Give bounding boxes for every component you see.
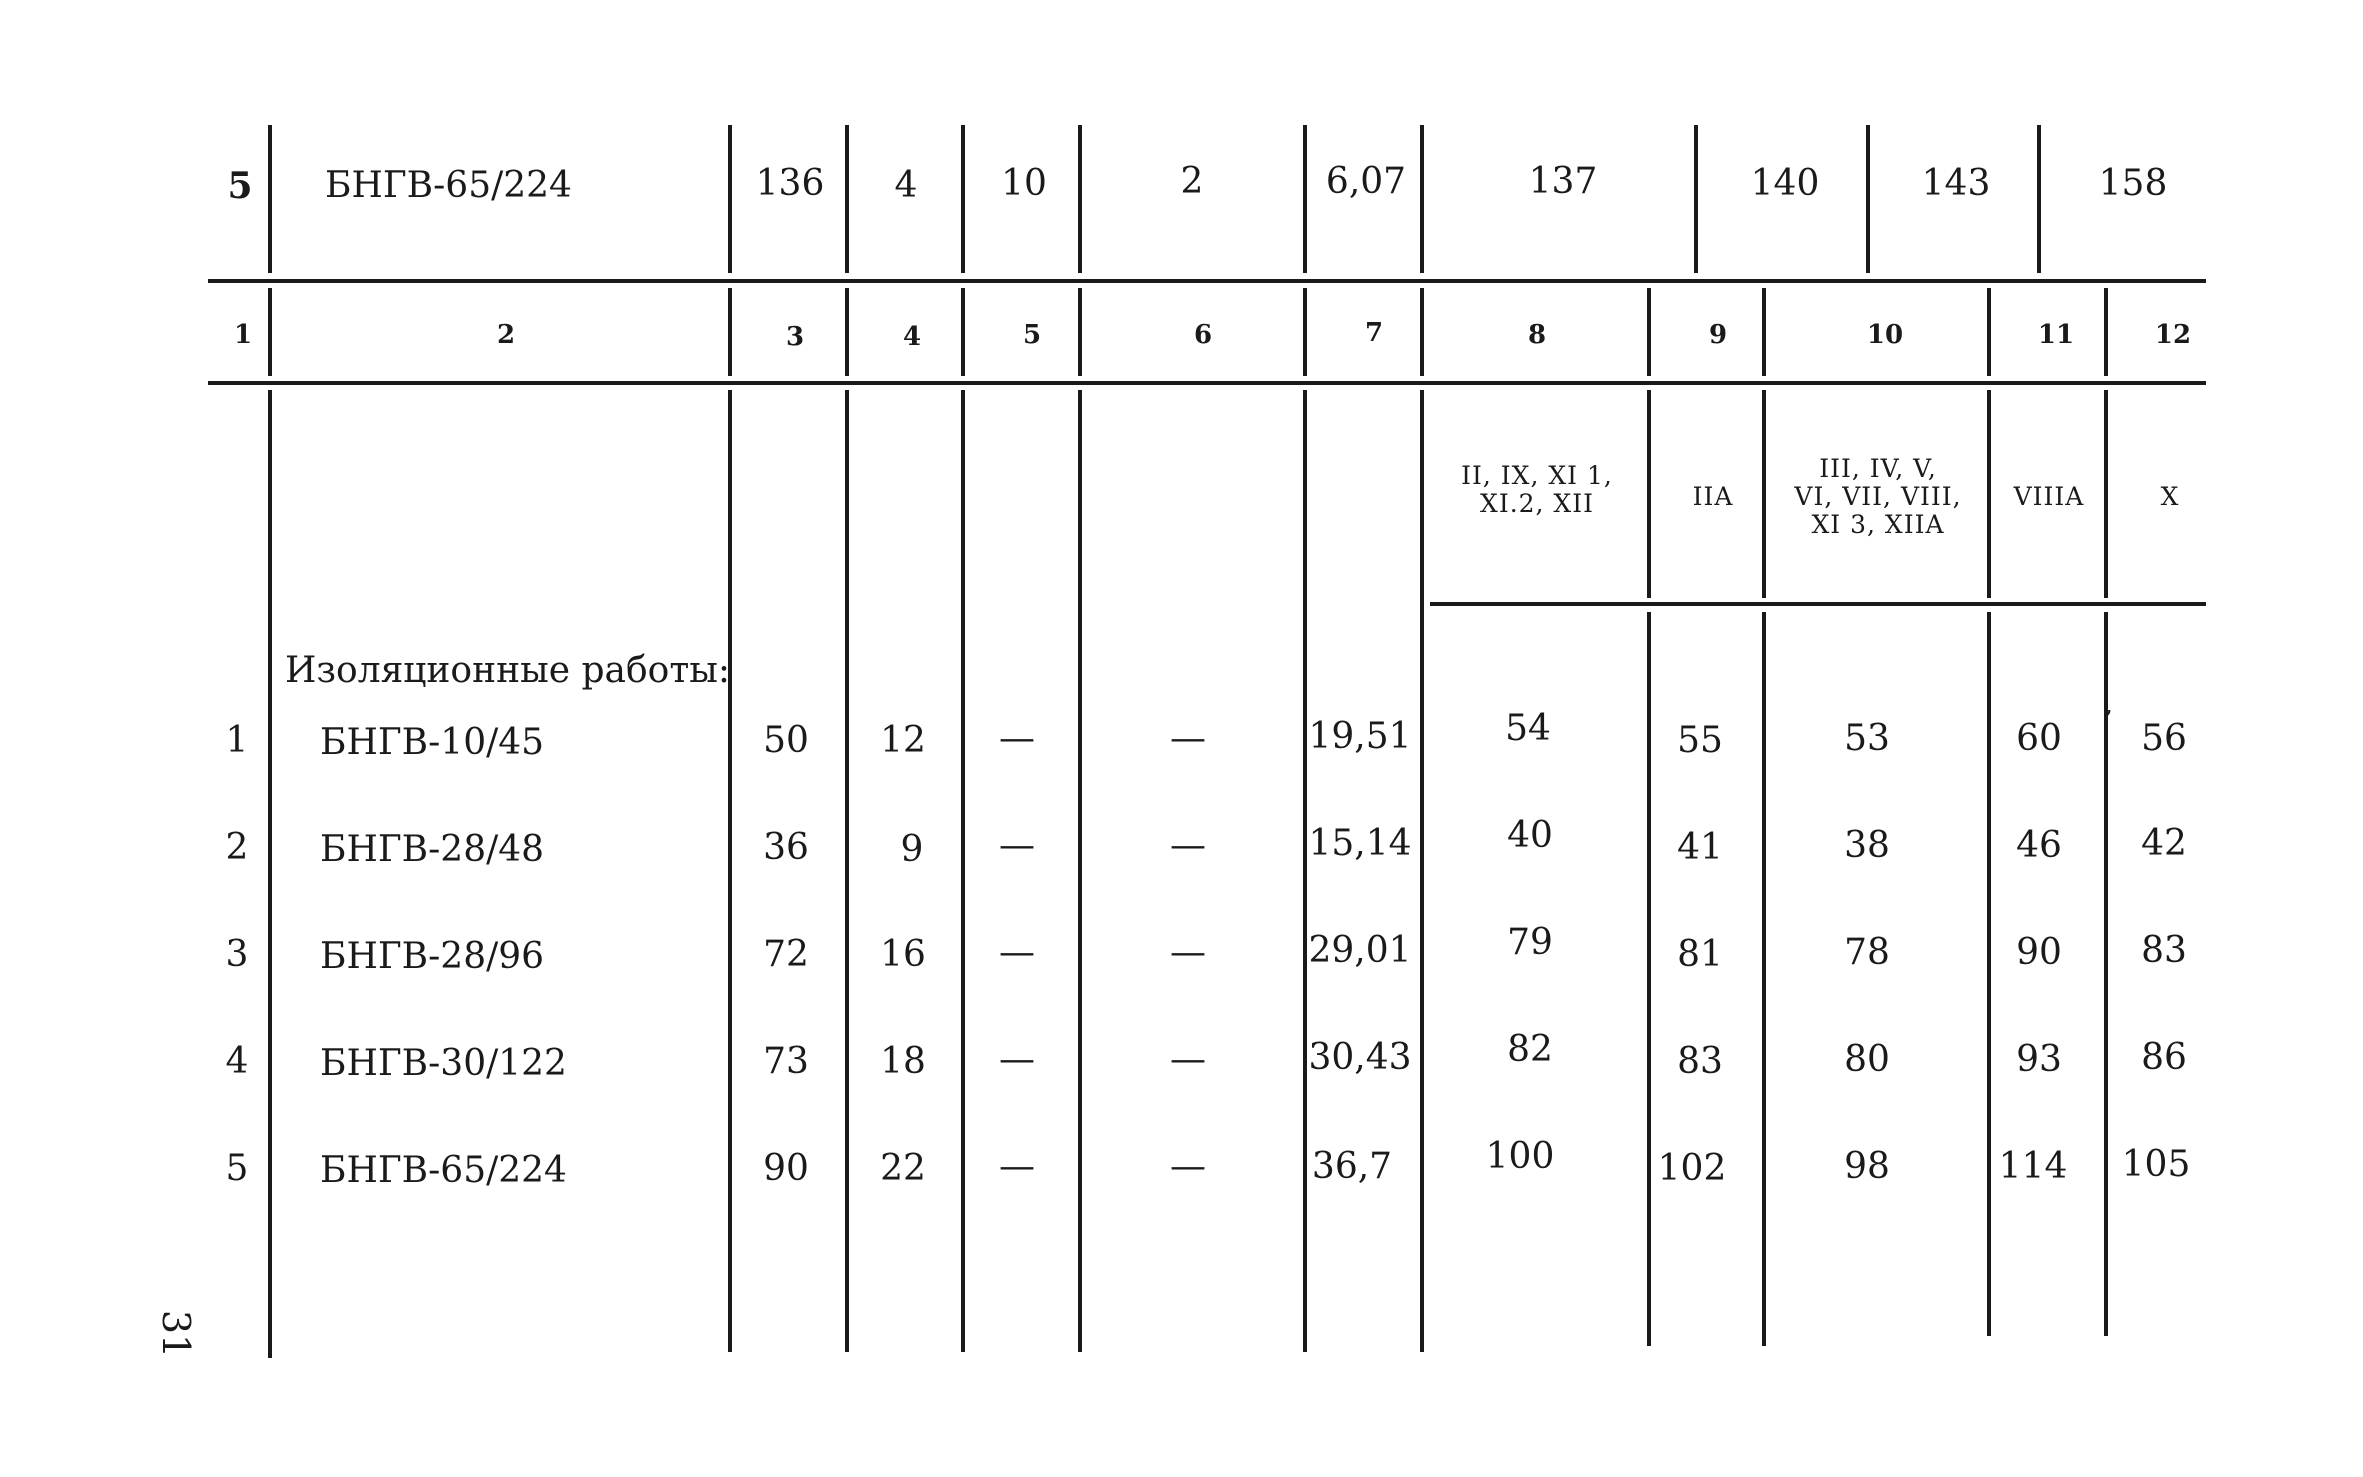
- rule-num-v9: [1762, 288, 1766, 376]
- group-header-c8-line1: II, IX, XI 1,: [1461, 461, 1613, 490]
- cell-c10: 38: [1844, 825, 1890, 866]
- cell-c4: 16: [880, 934, 926, 975]
- tick-mark: ʼ: [2104, 706, 2112, 734]
- top-row-c3: 136: [755, 163, 825, 204]
- rule-top-v5: [1078, 125, 1082, 273]
- cell-c11: 90: [2016, 932, 2062, 973]
- cell-c9: 41: [1677, 827, 1723, 868]
- group-header-c11: VIIIA: [2013, 482, 2085, 511]
- rule-body-v10: [1987, 612, 1991, 1336]
- cell-c7: 29,01: [1308, 930, 1412, 971]
- colnum-9: 9: [1708, 320, 1728, 350]
- rule-body-v1: [268, 390, 272, 1358]
- rule-top-v10: [2037, 125, 2041, 273]
- rule-top-v4: [961, 125, 965, 273]
- rule-body-v9: [1762, 612, 1766, 1346]
- cell-c9: 55: [1677, 720, 1723, 761]
- group-header-c8-line2: XI.2, XII: [1480, 489, 1594, 518]
- cell-c6: —: [1170, 825, 1206, 866]
- rule-top-v7: [1420, 125, 1424, 273]
- cell-c5: —: [999, 1146, 1035, 1187]
- rule-num-v7: [1420, 288, 1424, 376]
- section-title: Изоляционные работы:: [285, 650, 731, 691]
- colnum-1: 1: [233, 320, 253, 350]
- cell-c5: —: [999, 932, 1035, 973]
- cell-c4: 22: [880, 1148, 926, 1189]
- rule-body-v6: [1303, 390, 1307, 1352]
- cell-c7: 36,7: [1311, 1146, 1393, 1187]
- colnum-4: 4: [902, 322, 922, 352]
- cell-c3: 50: [763, 720, 809, 761]
- rule-num-v5: [1078, 288, 1082, 376]
- rule-group-v8a: [1647, 390, 1651, 598]
- group-header-c8: [1461, 462, 1613, 518]
- group-header-c9: IIA: [1692, 482, 1734, 511]
- rule-group-v11a: [2104, 390, 2108, 598]
- cell-c6: —: [1170, 932, 1206, 973]
- cell-c10: 53: [1844, 718, 1890, 759]
- cell-c5: —: [999, 1039, 1035, 1080]
- cell-c3: 72: [763, 934, 809, 975]
- colnum-3: 3: [785, 322, 805, 352]
- row-name: БНГВ-30/122: [320, 1043, 567, 1084]
- colnum-8: 8: [1527, 320, 1547, 350]
- rule-body-v2: [728, 390, 732, 1352]
- cell-c7: 19,51: [1308, 716, 1412, 757]
- rule-top-v6: [1303, 125, 1307, 273]
- cell-c4: 18: [880, 1041, 926, 1082]
- group-header-c12: X: [2160, 482, 2180, 511]
- row-name: БНГВ-10/45: [320, 722, 545, 763]
- colnum-10: 10: [1866, 320, 1904, 350]
- row-num: 4: [225, 1041, 249, 1082]
- cell-c11: 93: [2016, 1039, 2062, 1080]
- rule-num-v1: [268, 288, 272, 376]
- cell-c10: 98: [1844, 1146, 1890, 1187]
- cell-c6: —: [1170, 718, 1206, 759]
- rule-num-v6: [1303, 288, 1307, 376]
- top-row-name: БНГВ-65/224: [325, 165, 572, 206]
- cell-c8: 54: [1505, 708, 1551, 749]
- cell-c12: 105: [2121, 1144, 2191, 1185]
- page-number: 31: [154, 1309, 199, 1359]
- colnum-12: 12: [2154, 320, 2192, 350]
- rule-num-v4: [961, 288, 965, 376]
- cell-c12: 86: [2141, 1037, 2187, 1078]
- rule-bottom-header: [208, 381, 2206, 385]
- cell-c8: 100: [1485, 1136, 1555, 1177]
- cell-c4: 12: [880, 720, 926, 761]
- cell-c10: 80: [1844, 1039, 1890, 1080]
- colnum-6: 6: [1193, 320, 1213, 350]
- top-row-c5: 10: [1001, 163, 1047, 204]
- cell-c8: 82: [1507, 1029, 1553, 1070]
- colnum-11: 11: [2037, 320, 2075, 350]
- rule-top-v9: [1866, 125, 1870, 273]
- cell-c4: 9: [900, 829, 924, 870]
- rule-group-v10a: [1987, 390, 1991, 598]
- rule-num-v10: [1987, 288, 1991, 376]
- cell-c10: 78: [1844, 932, 1890, 973]
- rule-body-v5: [1078, 390, 1082, 1352]
- cell-c12: 42: [2141, 823, 2187, 864]
- group-header-c10: [1794, 455, 1961, 539]
- rule-top-v1: [268, 125, 272, 273]
- cell-c5: —: [999, 825, 1035, 866]
- colnum-7: 7: [1364, 318, 1384, 348]
- colnum-2: 2: [496, 320, 516, 350]
- row-name: БНГВ-28/48: [320, 829, 545, 870]
- rule-group-v9a: [1762, 390, 1766, 598]
- row-name: БНГВ-28/96: [320, 936, 545, 977]
- cell-c7: 30,43: [1308, 1037, 1412, 1078]
- cell-c9: 102: [1657, 1148, 1727, 1189]
- rule-num-v11: [2104, 288, 2108, 376]
- row-num: 5: [225, 1148, 249, 1189]
- rule-num-v2: [728, 288, 732, 376]
- rule-top-v8: [1694, 125, 1698, 273]
- cell-c3: 90: [763, 1148, 809, 1189]
- rule-top-v2: [728, 125, 732, 273]
- top-row-c6: 2: [1180, 161, 1204, 202]
- row-name: БНГВ-65/224: [320, 1150, 567, 1191]
- group-header-c10-line3: XI 3, XIIA: [1811, 510, 1945, 539]
- top-row-c8: 137: [1528, 161, 1598, 202]
- top-row-c11: 158: [2098, 163, 2168, 204]
- top-row-c10: 143: [1921, 163, 1991, 204]
- cell-c3: 73: [763, 1041, 809, 1082]
- group-header-c10-line2: VI, VII, VIII,: [1794, 482, 1962, 511]
- cell-c11: 46: [2016, 825, 2062, 866]
- rule-body-v7: [1420, 390, 1424, 1352]
- cell-c12: 83: [2141, 930, 2187, 971]
- rule-group-header: [1430, 602, 2206, 606]
- top-row-c7: 6,07: [1325, 161, 1407, 202]
- cell-c6: —: [1170, 1039, 1206, 1080]
- cell-c8: 79: [1507, 922, 1553, 963]
- cell-c9: 81: [1677, 934, 1723, 975]
- row-num: 2: [225, 827, 249, 868]
- cell-c3: 36: [763, 827, 809, 868]
- cell-c12: 56: [2141, 718, 2187, 759]
- cell-c5: —: [999, 718, 1035, 759]
- cell-c8: 40: [1507, 815, 1553, 856]
- group-header-c10-line1: III, IV, V,: [1819, 454, 1937, 483]
- cell-c9: 83: [1677, 1041, 1723, 1082]
- colnum-5: 5: [1022, 320, 1042, 350]
- cell-c6: —: [1170, 1146, 1206, 1187]
- top-row-c9: 140: [1750, 163, 1820, 204]
- row-num: 1: [225, 720, 249, 761]
- rule-top-v3: [845, 125, 849, 273]
- row-num: 3: [225, 934, 249, 975]
- rule-top-header: [208, 279, 2206, 283]
- rule-body-v8: [1647, 612, 1651, 1346]
- top-row-num: 5: [227, 165, 253, 207]
- cell-c11: 114: [1998, 1146, 2068, 1187]
- rule-num-v3: [845, 288, 849, 376]
- rule-num-v8: [1647, 288, 1651, 376]
- top-row-c4: 4: [894, 165, 918, 206]
- rule-body-v3: [845, 390, 849, 1352]
- rule-body-v4: [961, 390, 965, 1352]
- cell-c7: 15,14: [1308, 823, 1412, 864]
- cell-c11: 60: [2016, 718, 2062, 759]
